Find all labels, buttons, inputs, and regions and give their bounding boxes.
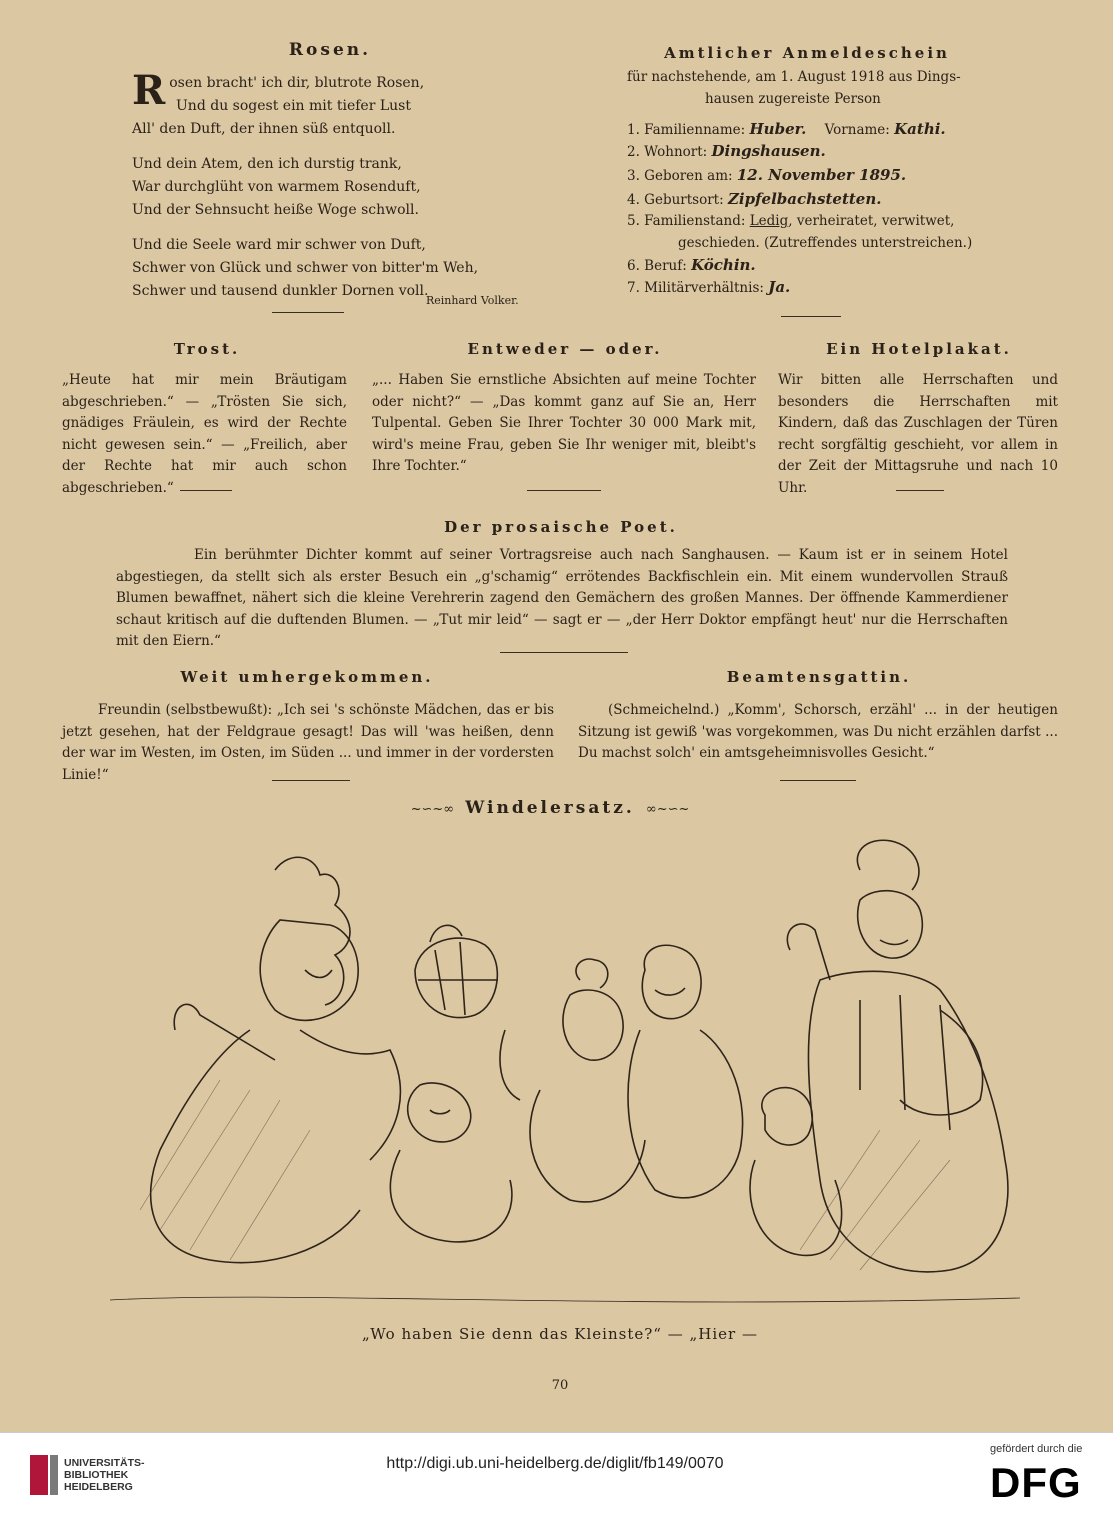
form-field-5: 5. Familienstand: Ledig, verheiratet, verwitwet, (627, 213, 955, 229)
library-name: UNIVERSITÄTS- BIBLIOTHEK HEIDELBERG (64, 1457, 145, 1493)
field-value-underlined: Ledig (749, 213, 789, 229)
field-value: Huber. (749, 120, 807, 138)
dfg-logo: DFG (990, 1459, 1082, 1506)
trost-text: „Heute hat mir mein Bräutigam abgeschrieben.“ — „Trösten Sie sich, gnädiges Fräulein, es wird der Rechte nicht gewesen sein.“ — „Freilich, aber der Rechte hat mir auch schon abgeschrieben.“ (62, 372, 347, 496)
divider (272, 780, 350, 781)
form-intro-1: für nachstehende, am 1. August 1918 aus Dings- (627, 69, 961, 85)
form-field-3: 3. Geboren am: 12. November 1895. (627, 166, 907, 184)
poem-title: Rosen. (288, 40, 372, 60)
field-value: Köchin. (691, 256, 756, 274)
university-logo-icon (30, 1455, 48, 1495)
cartoon-title: Windelersatz. (465, 798, 635, 818)
cartoon-title-row: ~∽~∞ Windelersatz. ∞~∽~ (410, 798, 690, 818)
poem-line: Und du sogest ein mit tiefer Lust (176, 98, 411, 114)
source-url-link[interactable]: http://digi.ub.uni-heidelberg.de/diglit/fb149/0070 (386, 1455, 724, 1472)
form-field-6: 6. Beruf: Köchin. (627, 256, 756, 274)
divider (500, 652, 628, 653)
poem-line: Und der Sehnsucht heiße Woge schwoll. (132, 202, 419, 218)
poem-initial: R (132, 67, 166, 114)
trost-title: Trost. (173, 340, 241, 358)
field-value: Ja. (768, 278, 791, 296)
form-field-1: 1. Familienname: Huber. Vorname: Kathi. (627, 120, 946, 138)
form-field-4: 4. Geburtsort: Zipfelbachstetten. (627, 190, 882, 208)
form-title: Amtlicher Anmeldeschein (664, 44, 950, 62)
weit-text: Freundin (selbstbewußt): „Ich sei 's schönste Mädchen, das er bis jetzt gesehen, hat der Feldgraue gesagt! Das will 'was heißen, denn der war im Westen, im Osten, im Süden ... und immer in der vordersten Linie!“ (62, 702, 554, 783)
beamten-title: Beamtensgattin. (726, 668, 912, 686)
cartoon-caption: „Wo haben Sie denn das Kleinste?“ — „Hier — (362, 1325, 758, 1343)
university-logo-accent (50, 1455, 58, 1495)
field-value: 12. November 1895. (736, 166, 907, 184)
poem-author: Reinhard Volker. (426, 294, 519, 307)
divider (780, 780, 856, 781)
divider (180, 490, 232, 491)
divider (527, 490, 601, 491)
poem-line: Und die Seele ward mir schwer von Duft, (132, 237, 426, 253)
hotel-title: Ein Hotelplakat. (826, 340, 1012, 358)
hotel-text: Wir bitten alle Herrschaften und besonders die Herrschaften mit Kindern, daß das Zuschlagen der Türen recht sorgfältig geschieht, vor allem in der Zeit der Mittagsruhe und nach 10 Uhr. (778, 372, 1058, 496)
divider (896, 490, 944, 491)
entweder-text: „... Haben Sie ernstliche Absichten auf meine Tochter oder nicht?“ — „Das kommt ganz auf Sie an, Herr Tulpental. Geben Sie Ihrer Tochter 30 000 Mark mit, wird's meine Frau, geben Sie Ihr weniger mit, bleibt's Ihre Tochter.“ (372, 372, 756, 474)
form-field-7: 7. Militärverhältnis: Ja. (627, 278, 791, 296)
divider (781, 316, 841, 317)
poem-line-1-text: osen bracht' ich dir, blutrote Rosen, (169, 75, 425, 91)
poem-line: Schwer und tausend dunkler Dornen voll. (132, 283, 429, 299)
field-value: Zipfelbachstetten. (727, 190, 882, 208)
cartoon-illustration (100, 830, 1030, 1320)
form-field-2: 2. Wohnort: Dingshausen. (627, 142, 826, 160)
entweder-title: Entweder — oder. (467, 340, 663, 358)
poem-line: Schwer von Glück und schwer von bitter'm Weh, (132, 260, 479, 276)
field-value: Dingshausen. (711, 142, 826, 160)
footer-bar (0, 1432, 1113, 1515)
form-field-5-cont: geschieden. (Zutreffendes unterstreichen.) (678, 235, 973, 251)
funded-by-label: gefördert durch die (990, 1443, 1083, 1455)
page-number: 70 (551, 1378, 569, 1393)
beamten-text: (Schmeichelnd.) „Komm', Schorsch, erzähl' ... in der heutigen Sitzung ist gewiß 'was vorgekommen, was Du nicht erzählen darfst ... Du machst solch' ein amtsgeheimnisvolles Gesicht.“ (578, 702, 1058, 761)
poet-title: Der prosaische Poet. (444, 518, 678, 536)
poem-line: All' den Duft, der ihnen süß entquoll. (132, 121, 396, 137)
weit-title: Weit umhergekommen. (180, 668, 434, 686)
poem-line: War durchglüht von warmem Rosenduft, (132, 179, 421, 195)
field-value: Kathi. (894, 120, 946, 138)
form-intro-2: hausen zugereiste Person (705, 91, 881, 107)
poem-line: Und dein Atem, den ich durstig trank, (132, 156, 402, 172)
divider (272, 312, 344, 313)
poet-text: Ein berühmter Dichter kommt auf seiner Vortragsreise auch nach Sanghausen. — Kaum ist er in seinem Hotel abgestiegen, da stellt sich als erster Besuch ein „g'schamig“ errötendes Backfischlein ein. Mit einem wundervollen Strauß Blumen bewaffnet, nähert sich die kleine Verehrerin zagend den Gemächern des großen Mannes. Der öffnende Kammerdiener schaut kritisch auf die duftenden Blumen. — „Tut mir leid“ — sagt er — „der Herr Doktor empfängt heut' nur die Herrschaften mit den Eiern.“ (116, 547, 1008, 649)
poem (132, 67, 552, 303)
